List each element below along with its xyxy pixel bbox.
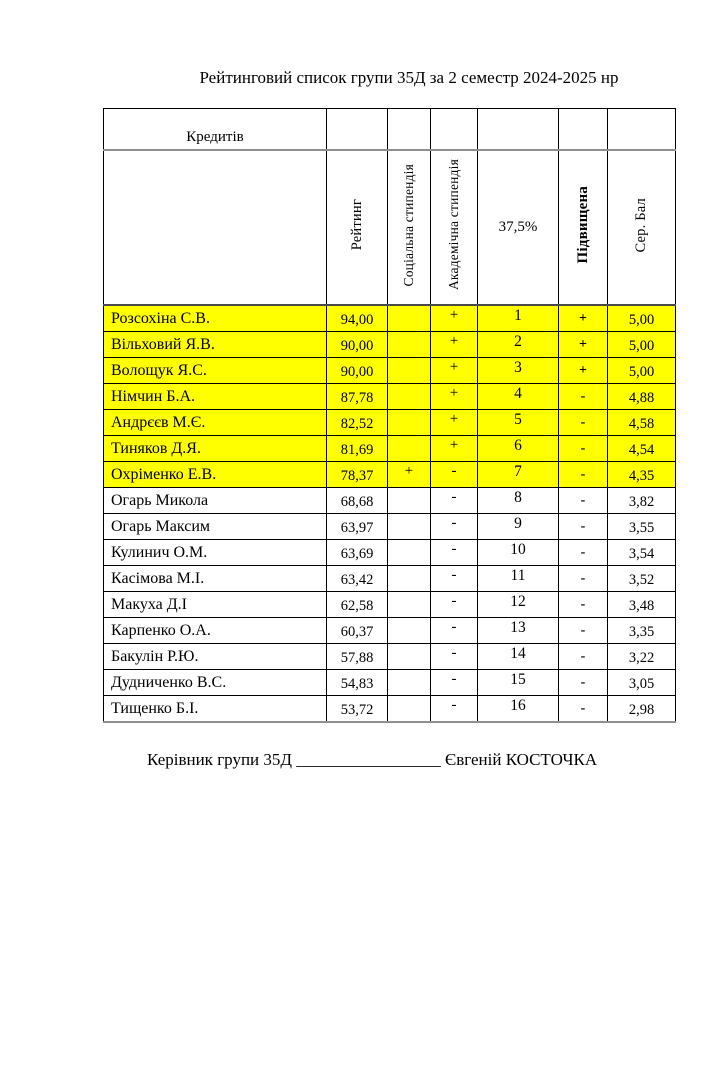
student-name: Карпенко О.А. xyxy=(104,618,327,644)
table-row xyxy=(104,696,676,723)
elevated-flag: - xyxy=(559,566,608,592)
rank-value: 6 xyxy=(478,436,559,462)
rating-value: 90,00 xyxy=(327,332,388,358)
student-name: Волощук Я.С. xyxy=(104,358,327,384)
academic-scholarship-flag: - xyxy=(431,592,478,618)
academic-scholarship-flag: + xyxy=(431,332,478,358)
student-name: Тищенко Б.І. xyxy=(104,696,327,723)
rating-value: 68,68 xyxy=(327,488,388,514)
avg-score-value: 3,54 xyxy=(608,540,676,566)
elevated-flag: - xyxy=(559,488,608,514)
rating-value: 90,00 xyxy=(327,358,388,384)
social-scholarship-flag xyxy=(388,644,431,670)
elevated-flag: - xyxy=(559,540,608,566)
avg-score-value: 3,82 xyxy=(608,488,676,514)
elevated-flag: - xyxy=(559,592,608,618)
col-header-academic-scholarship xyxy=(431,150,478,305)
rank-value: 2 xyxy=(478,332,559,358)
elevated-flag: - xyxy=(559,384,608,410)
elevated-flag: + xyxy=(559,358,608,384)
social-scholarship-flag xyxy=(388,566,431,592)
col-header-social-scholarship xyxy=(388,150,431,305)
student-name: Касімова М.І. xyxy=(104,566,327,592)
rank-value: 3 xyxy=(478,358,559,384)
avg-score-value: 5,00 xyxy=(608,358,676,384)
student-name: Охріменко Е.В. xyxy=(104,462,327,488)
academic-scholarship-flag: - xyxy=(431,644,478,670)
rank-value: 9 xyxy=(478,514,559,540)
academic-scholarship-flag: - xyxy=(431,462,478,488)
avg-score-value: 4,35 xyxy=(608,462,676,488)
social-scholarship-flag xyxy=(388,592,431,618)
social-scholarship-flag xyxy=(388,540,431,566)
social-scholarship-flag xyxy=(388,384,431,410)
rating-value: 53,72 xyxy=(327,696,388,723)
col-header-elevated-label: Підвищена xyxy=(574,186,591,264)
table-row xyxy=(104,618,676,644)
rank-value: 11 xyxy=(478,566,559,592)
social-scholarship-flag xyxy=(388,488,431,514)
col-header-elevated xyxy=(559,150,608,305)
student-name: Вільховий Я.В. xyxy=(104,332,327,358)
table-row xyxy=(104,305,676,332)
academic-scholarship-flag: - xyxy=(431,696,478,723)
col-header-rating xyxy=(327,150,388,305)
table-row xyxy=(104,514,676,540)
credits-header-cell: Кредитів xyxy=(104,109,327,151)
rating-value: 81,69 xyxy=(327,436,388,462)
academic-scholarship-flag: - xyxy=(431,618,478,644)
col-header-rating-label: Рейтинг xyxy=(348,199,365,251)
col-header-avg-label: Сер. Бал xyxy=(633,197,649,253)
header-spacer-cell xyxy=(559,109,608,151)
table-row xyxy=(104,384,676,410)
col-header-social-label: Соціальна стипендія xyxy=(401,163,416,287)
student-name: Огарь Максим xyxy=(104,514,327,540)
rank-value: 15 xyxy=(478,670,559,696)
header-row-columns xyxy=(104,150,676,305)
student-name: Тиняков Д.Я. xyxy=(104,436,327,462)
rank-value: 8 xyxy=(478,488,559,514)
elevated-flag: - xyxy=(559,514,608,540)
student-name: Бакулін Р.Ю. xyxy=(104,644,327,670)
rank-value: 10 xyxy=(478,540,559,566)
rating-value: 78,37 xyxy=(327,462,388,488)
rating-value: 54,83 xyxy=(327,670,388,696)
academic-scholarship-flag: + xyxy=(431,305,478,332)
social-scholarship-flag xyxy=(388,696,431,723)
header-spacer-cell xyxy=(478,109,559,151)
student-name: Андрєєв М.Є. xyxy=(104,410,327,436)
rank-value: 14 xyxy=(478,644,559,670)
avg-score-value: 4,58 xyxy=(608,410,676,436)
avg-score-value: 3,52 xyxy=(608,566,676,592)
elevated-flag: - xyxy=(559,462,608,488)
avg-score-value: 5,00 xyxy=(608,305,676,332)
academic-scholarship-flag: + xyxy=(431,436,478,462)
social-scholarship-flag xyxy=(388,358,431,384)
avg-score-value: 2,98 xyxy=(608,696,676,723)
table-row xyxy=(104,332,676,358)
rank-value: 5 xyxy=(478,410,559,436)
table-row xyxy=(104,592,676,618)
elevated-flag: - xyxy=(559,618,608,644)
header-spacer-cell xyxy=(431,109,478,151)
table-row xyxy=(104,488,676,514)
student-name: Дудниченко В.С. xyxy=(104,670,327,696)
rank-value: 7 xyxy=(478,462,559,488)
header-spacer-cell xyxy=(608,109,676,151)
rating-table xyxy=(103,108,676,723)
social-scholarship-flag xyxy=(388,618,431,644)
academic-scholarship-flag: + xyxy=(431,358,478,384)
rating-value: 62,58 xyxy=(327,592,388,618)
academic-scholarship-flag: - xyxy=(431,566,478,592)
social-scholarship-flag xyxy=(388,436,431,462)
table-row xyxy=(104,358,676,384)
header-spacer-cell xyxy=(327,109,388,151)
rank-value: 13 xyxy=(478,618,559,644)
rating-value: 57,88 xyxy=(327,644,388,670)
name-header-cell xyxy=(104,150,327,305)
table-row xyxy=(104,540,676,566)
avg-score-value: 4,88 xyxy=(608,384,676,410)
elevated-flag: - xyxy=(559,410,608,436)
avg-score-value: 3,48 xyxy=(608,592,676,618)
social-scholarship-flag xyxy=(388,305,431,332)
group-leader-name: Євгеній КОСТОЧКА xyxy=(444,750,598,769)
elevated-flag: - xyxy=(559,670,608,696)
student-name: Розсохіна С.В. xyxy=(104,305,327,332)
social-scholarship-flag xyxy=(388,410,431,436)
academic-scholarship-flag: - xyxy=(431,540,478,566)
table-row xyxy=(104,670,676,696)
header-spacer-cell xyxy=(388,109,431,151)
table-row xyxy=(104,436,676,462)
social-scholarship-flag xyxy=(388,332,431,358)
rating-value: 60,37 xyxy=(327,618,388,644)
col-header-academic-label: Академічна стипендія xyxy=(446,159,461,291)
rating-value: 94,00 xyxy=(327,305,388,332)
avg-score-value: 3,55 xyxy=(608,514,676,540)
avg-score-value: 5,00 xyxy=(608,332,676,358)
group-leader-label: Керівник групи 35Д xyxy=(147,750,292,769)
elevated-flag: + xyxy=(559,332,608,358)
rank-value: 4 xyxy=(478,384,559,410)
avg-score-value: 3,22 xyxy=(608,644,676,670)
header-row-credits xyxy=(104,109,676,151)
rank-value: 1 xyxy=(478,305,559,332)
social-scholarship-flag xyxy=(388,514,431,540)
table-row xyxy=(104,566,676,592)
academic-scholarship-flag: + xyxy=(431,384,478,410)
social-scholarship-flag xyxy=(388,670,431,696)
rank-value: 16 xyxy=(478,696,559,723)
rating-value: 63,42 xyxy=(327,566,388,592)
academic-scholarship-flag: - xyxy=(431,514,478,540)
student-name: Німчин Б.А. xyxy=(104,384,327,410)
table-row xyxy=(104,644,676,670)
elevated-flag: - xyxy=(559,644,608,670)
social-scholarship-flag: + xyxy=(388,462,431,488)
rating-value: 82,52 xyxy=(327,410,388,436)
academic-scholarship-flag: + xyxy=(431,410,478,436)
rating-value: 63,69 xyxy=(327,540,388,566)
avg-score-value: 3,35 xyxy=(608,618,676,644)
elevated-flag: + xyxy=(559,305,608,332)
table-row xyxy=(104,462,676,488)
rank-value: 12 xyxy=(478,592,559,618)
col-header-avg-score xyxy=(608,150,676,305)
avg-score-value: 3,05 xyxy=(608,670,676,696)
document-title: Рейтинговий список групи 35Д за 2 семестр 2024-2025 нр xyxy=(199,68,619,87)
student-name: Макуха Д.І xyxy=(104,592,327,618)
avg-score-value: 4,54 xyxy=(608,436,676,462)
table-row xyxy=(104,410,676,436)
academic-scholarship-flag: - xyxy=(431,488,478,514)
rating-value: 63,97 xyxy=(327,514,388,540)
academic-scholarship-flag: - xyxy=(431,670,478,696)
rating-value: 87,78 xyxy=(327,384,388,410)
student-name: Кулинич О.М. xyxy=(104,540,327,566)
elevated-flag: - xyxy=(559,696,608,723)
student-name: Огарь Микола xyxy=(104,488,327,514)
document-page xyxy=(0,68,724,1092)
col-header-percent: 37,5% xyxy=(478,150,559,305)
signature-block xyxy=(147,750,724,770)
signature-underline: _________________ xyxy=(296,750,441,769)
elevated-flag: - xyxy=(559,436,608,462)
